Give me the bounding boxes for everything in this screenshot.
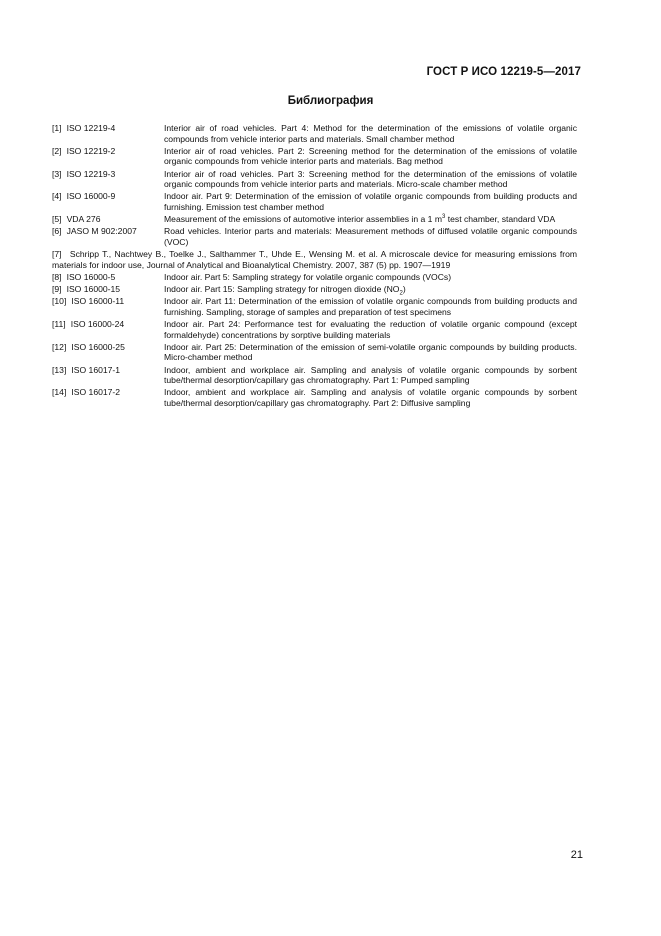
entry-standard-code: JASO M 902:2007 [66,226,137,237]
document-code-header: ГОСТ Р ИСО 12219-5—2017 [426,66,581,78]
bibliography-entry [52,226,577,247]
entry-standard-code: ISO 12219-2 [66,145,116,156]
bibliography-entry [52,365,577,386]
entry-title-text: ) [402,284,406,295]
bibliography-entry [52,169,577,190]
entry-title-text: Measurement of the emissions of automotive interior assemblies in a 1 m [164,214,442,225]
entry-number: [7] [52,249,62,260]
entry-standard-code: ISO 16000-11 [71,296,125,307]
bibliography-entry [52,191,577,212]
entry-title: Indoor air. Part 5: Sampling strategy for volatile organic compounds (VOCs) [164,271,452,282]
entry-standard-code: VDA 276 [66,214,101,225]
entry-standard-code: ISO 16017-2 [71,387,121,398]
entry-title: Road vehicles. Interior parts and materials: Measurement methods of diffused volatile organic compounds (VOC) [164,226,577,247]
entry-standard-code: ISO 12219-3 [66,168,116,179]
bibliography-entry [52,284,577,295]
entry-number: [5] [52,214,62,225]
entry-number: [14] [52,387,67,398]
entry-standard-code: ISO 16000-24 [70,319,125,330]
entry-number: [6] [52,226,62,237]
bibliography-list [52,123,577,410]
bibliography-entry [52,387,577,408]
entry-number: [9] [52,284,62,295]
entry-number: [4] [52,191,62,202]
entry-title: Interior air of road vehicles. Part 3: Screening method for the determination of the emissions of volatile organic compounds from vehicle interior parts and materials. Micro-scale chamber method [164,168,577,190]
entry-title: Interior air of road vehicles. Part 4: Method for the determination of the emissions of volatile organic compounds from vehicle interior parts and materials. Small chamber method [164,123,577,144]
entry-number: [2] [52,145,62,156]
entry-full-citation [52,249,577,270]
bibliography-entry [52,342,577,363]
entry-number: [10] [52,296,67,307]
entry-title: Indoor, ambient and workplace air. Sampling and analysis of volatile organic compounds by sorbent tube/thermal desorption/capillary gas chromatography. Part 1: Pumped sampling [164,364,577,386]
entry-title: Indoor air. Part 11: Determination of the emission of volatile organic compounds from building products and furnishing. Sampling, storage of samples and preparation of test specimens [164,296,577,317]
entry-standard-code: ISO 16000-25 [71,341,125,352]
entry-title [164,214,577,225]
entry-title: Indoor air. Part 24: Performance test for evaluating the reduction of volatile organic compound (except formaldehyde) concentrations by sorptive building materials [164,319,577,340]
entry-title-text: Indoor air. Part 15: Sampling strategy for nitrogen dioxide (NO [164,284,400,295]
entry-standard-code: ISO 16000-5 [66,271,116,282]
entry-title: Interior air of road vehicles. Part 2: Screening method for the determination of the emissions of volatile organic compounds from vehicle interior parts and materials. Bag method [164,145,577,167]
entry-number: [8] [52,271,62,282]
entry-title: Indoor air. Part 25: Determination of the emission of semi-volatile organic compounds by building products. Micro-chamber method [164,341,577,363]
entry-standard-code: ISO 16000-15 [66,284,121,295]
bibliography-entry [52,123,577,144]
entry-number: [3] [52,168,62,179]
subscript-index: 2 [399,290,403,297]
entry-title: Indoor air. Part 9: Determination of the emission of volatile organic compounds from building products and furnishing. Emission test chamber method [164,191,577,212]
entry-number: [13] [52,364,67,375]
entry-standard-code: ISO 16000-9 [66,191,116,202]
entry-standard-code: ISO 12219-4 [66,123,116,133]
entry-citation-text: Schripp T., Nachtwey B., Toelke J., Salthammer T., Uhde E., Wensing M. et al. A microscale device for measuring emissions from materials for indoor use, Journal of Analytical and Bioanalytical Chemistry. 2007, 387 (5) pp. 1907—1919 [52,249,578,270]
entry-title-text: test chamber, standard VDA [445,214,556,225]
bibliography-entry [52,146,577,167]
entry-number: [11] [52,319,66,330]
entry-standard-code: ISO 16017-1 [71,364,121,375]
entry-title [164,284,577,295]
bibliography-entry [52,319,577,340]
bibliography-entry [52,249,577,270]
superscript-exponent: 3 [442,214,446,221]
bibliography-entry [52,272,577,283]
entry-number: [12] [52,341,67,352]
bibliography-entry [52,296,577,317]
bibliography-entry [52,214,577,225]
bibliography-title: Библиография [287,95,374,107]
entry-title: Indoor, ambient and workplace air. Sampling and analysis of volatile organic compounds by sorbent tube/thermal desorption/capillary gas chromatography. Part 2: Diffusive sampling [164,387,577,408]
entry-number: [1] [52,123,62,133]
page-number: 21 [570,849,583,861]
